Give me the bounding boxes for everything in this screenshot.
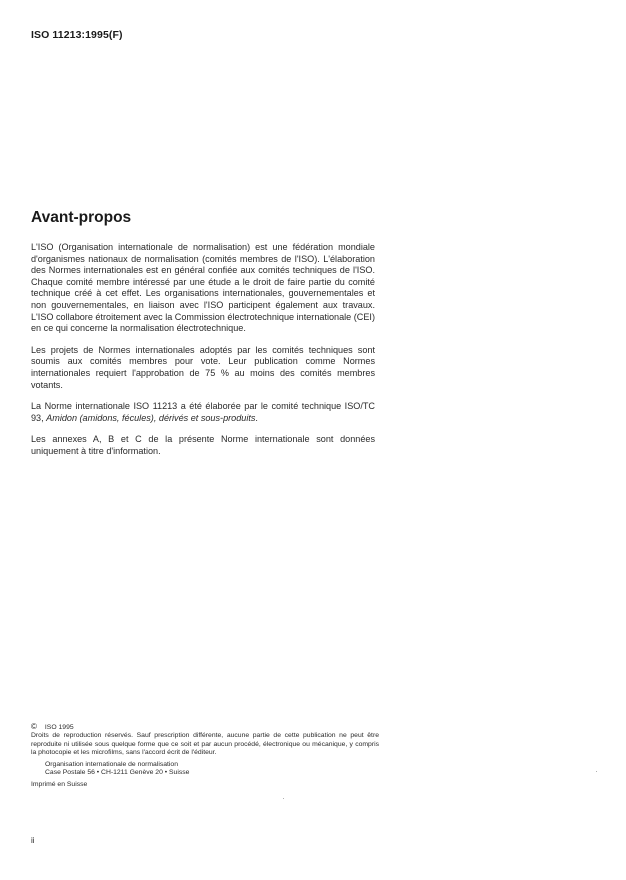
printed-in: Imprimé en Suisse <box>31 781 88 789</box>
section-heading: Avant-propos <box>31 209 132 226</box>
copyright-symbol: © <box>31 722 37 731</box>
scan-speck <box>283 798 284 799</box>
tc-period: . <box>255 412 258 423</box>
copyright-year: ISO 1995 <box>44 724 74 731</box>
tc-text: La Norme internationale ISO 11213 a été élaborée par le comité technique ISO/TC 93, <box>31 401 375 423</box>
page-number: ii <box>31 836 35 845</box>
scan-speck <box>596 771 597 772</box>
copyright-line <box>31 723 379 732</box>
copyright-block <box>31 723 379 790</box>
foreword-body <box>31 242 375 468</box>
rights-notice: Droits de reproduction réservés. Sauf prescription différente, aucune partie de cette publication ne peut être reproduite ni utilisée sous quelque forme que ce soit et par aucun procédé, électronique ou mécanique, y compris la photocopie et les microfilms, sans l'accord écrit de l'éditeur. <box>31 732 379 757</box>
paragraph-draft-approval: Les projets de Normes internationales adoptés par les comités techniques sont soumis aux comités membres pour vote. Leur publication comme Normes internationales requiert l'approbation de 75 % au moins des comités membres votants. <box>31 344 375 390</box>
organisation-name: Organisation internationale de normalisation <box>45 760 178 768</box>
organisation-address: Case Postale 56 • CH-1211 Genève 20 • Suisse <box>45 769 190 777</box>
paragraph-annexes: Les annexes A, B et C de la présente Norme internationale sont données uniquement à titre d'information. <box>31 434 375 456</box>
paragraph-technical-committee <box>31 401 375 424</box>
paragraph-iso-description: L'ISO (Organisation internationale de normalisation) est une fédération mondiale d'organismes nationaux de normalisation (comités membres de l'ISO). L'élaboration des Normes internationales est en général confiée aux comités techniques de l'ISO. Chaque comité membre intéressé par une étude a le droit de faire partie du comité technique créé à cet effet. Les organisations internationales, gouvernementales et non gouvernementales, en liaison avec l'ISO participent également aux travaux. L'ISO collabore étroitement avec la Commission électrotechnique internationale (CEI) en ce qui concerne la normalisation électrotechnique. <box>31 242 375 334</box>
document-identifier: ISO 11213:1995(F) <box>31 29 123 41</box>
tc-title: Amidon (amidons, fécules), dérivés et sous-produits <box>46 412 256 423</box>
